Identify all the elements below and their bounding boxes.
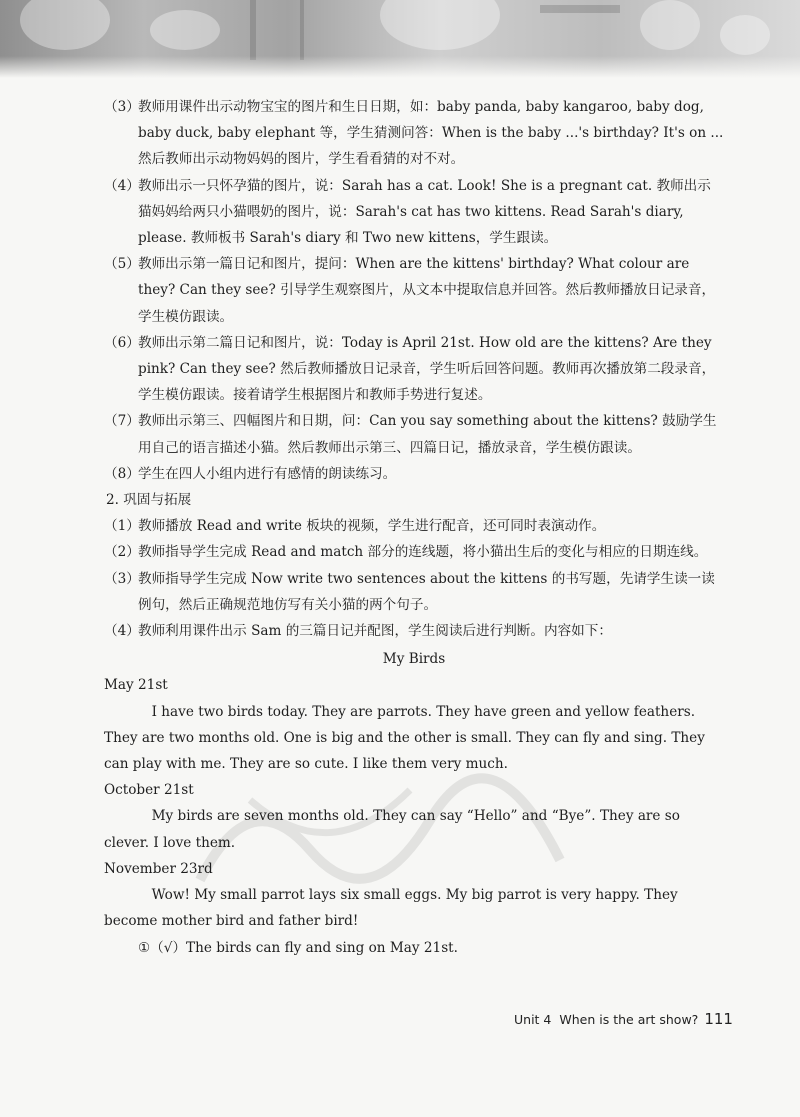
list-item-number: （2） xyxy=(104,544,140,561)
list-item-text: 教师出示一只怀孕猫的图片，说：Sarah has a cat. Look! She is a pregnant cat. 教师出示猫妈妈给两只小猫喂奶的图片，说：Sarah's cat has two kittens. Read Sarah's diary, please. 教师板书 Sarah's diary 和 Two new kittens，学生跟读。 xyxy=(138,177,711,247)
list-item xyxy=(104,408,724,460)
diary-text: I have two birds today. They are parrots. They have green and yellow feathers. They are two months old. One is big and the other is small. They can fly and sing. They can play with me. They are so cute. I like them very much. xyxy=(104,703,705,773)
header-banner-image xyxy=(0,0,800,78)
list-item-text: 教师出示第三、四幅图片和日期，问：Can you say something about the kittens? 鼓励学生用自己的语言描述小猫。然后教师出示第三、四篇日记，播放录音，学生模仿跟读。 xyxy=(138,413,717,456)
list-item-number: （7） xyxy=(104,413,140,430)
list-item-text: 教师指导学生完成 Read and match 部分的连线题，将小猫出生后的变化与相应的日期连线。 xyxy=(138,544,708,561)
diary-date: November 23rd xyxy=(104,860,213,877)
list-item-text: 教师指导学生完成 Now write two sentences about the kittens 的书写题，先请学生读一读例句，然后正确规范地仿写有关小猫的两个句子。 xyxy=(138,570,715,613)
diary-date: October 21st xyxy=(104,782,194,799)
list-item xyxy=(104,94,724,173)
judgement-item: ①（√）The birds can fly and sing on May 21st. xyxy=(138,939,458,956)
diary-text: Wow! My small parrot lays six small eggs. My big parrot is very happy. They become mother bird and father bird! xyxy=(104,887,678,930)
list-item-text: 教师出示第二篇日记和图片，说：Today is April 21st. How old are the kittens? Are they pink? Can they see? 然后教师播放日记录音，学生听后回答问题。教师再次播放第二段录音，学生模仿跟读。接着请学生根据图片和教师手势进行复述。 xyxy=(138,334,716,404)
list-item-number: （1） xyxy=(104,518,140,535)
activity-list-part2 xyxy=(104,513,724,644)
list-item xyxy=(104,251,724,330)
list-item-number: （4） xyxy=(104,623,140,640)
page-footer xyxy=(514,1010,733,1028)
list-item-text: 教师播放 Read and write 板块的视频，学生进行配音，还可同时表演动作。 xyxy=(138,518,606,535)
footer-subtitle: When is the art show? xyxy=(559,1012,699,1027)
story-title: My Birds xyxy=(382,651,446,668)
list-item-number: （3） xyxy=(104,570,140,587)
list-item xyxy=(104,461,724,487)
diary-entries xyxy=(104,672,724,934)
list-item-number: （5） xyxy=(104,256,140,273)
list-item-number: （8） xyxy=(104,465,140,482)
section-heading: 2. 巩固与拓展 xyxy=(106,492,192,509)
list-item xyxy=(104,618,724,644)
list-item xyxy=(104,330,724,409)
list-item xyxy=(104,566,724,618)
list-item-text: 学生在四人小组内进行有感情的朗读练习。 xyxy=(138,465,397,482)
page-content xyxy=(104,94,724,961)
list-item xyxy=(104,173,724,252)
diary-text: My birds are seven months old. They can say “Hello” and “Bye”. They are so clever. I love them. xyxy=(104,808,680,851)
list-item xyxy=(104,539,724,565)
activity-list-part1 xyxy=(104,94,724,487)
list-item-text: 教师用课件出示动物宝宝的图片和生日日期，如：baby panda, baby kangaroo, baby dog, baby duck, baby elephant 等，学生猜测问答：When is the baby ...'s birthday? It's on ... 然后教师出示动物妈妈的图片，学生看看猜的对不对。 xyxy=(138,99,724,168)
diary-date: May 21st xyxy=(104,677,168,694)
list-item-number: （3） xyxy=(104,99,140,115)
list-item-number: （6） xyxy=(104,334,140,351)
page-number: 111 xyxy=(704,1010,733,1028)
list-item xyxy=(104,513,724,539)
list-item-number: （4） xyxy=(104,177,140,194)
list-item-text: 教师出示第一篇日记和图片，提问：When are the kittens' birthday? What colour are they? Can they see? 引导学生观察图片，从文本中提取信息并回答。然后教师播放日记录音，学生模仿跟读。 xyxy=(138,256,716,325)
footer-unit: Unit 4 xyxy=(514,1012,552,1027)
list-item-text: 教师利用课件出示 Sam 的三篇日记并配图，学生阅读后进行判断。内容如下： xyxy=(138,623,612,640)
